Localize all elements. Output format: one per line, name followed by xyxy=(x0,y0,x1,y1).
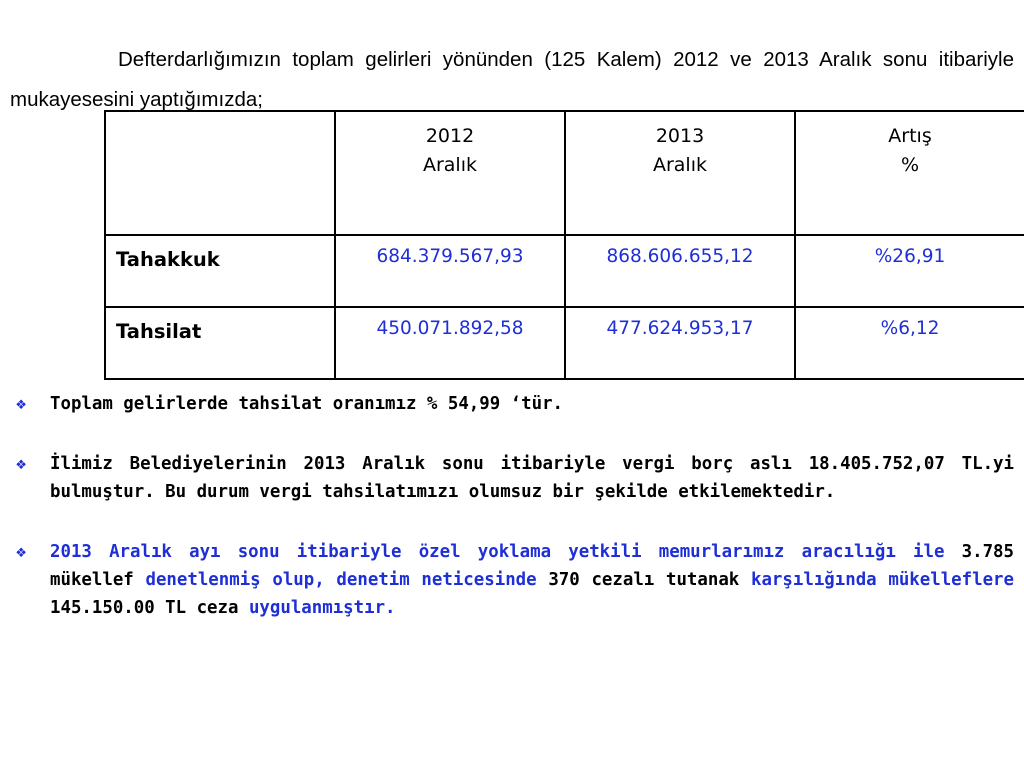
cell-tahsilat-2013: 477.624.953,17 xyxy=(565,307,795,379)
header-2012-month: Aralık xyxy=(422,154,477,176)
list-item xyxy=(16,390,1014,418)
intro-paragraph xyxy=(10,40,1014,120)
cell-tahsilat-2012: 450.071.892,58 xyxy=(335,307,565,379)
row-label-tahsilat: Tahsilat xyxy=(105,307,335,379)
diamond-bullet-icon: ❖ xyxy=(16,454,27,474)
header-2013 xyxy=(565,111,795,235)
header-2012 xyxy=(335,111,565,235)
header-2013-year: 2013 xyxy=(655,125,705,147)
row-label-tahakkuk: Tahakkuk xyxy=(105,235,335,307)
cell-tahakkuk-2012: 684.379.567,93 xyxy=(335,235,565,307)
cell-tahakkuk-2013: 868.606.655,12 xyxy=(565,235,795,307)
header-change xyxy=(795,111,1024,235)
revenue-table xyxy=(104,110,1024,380)
cell-tahsilat-change: %6,12 xyxy=(795,307,1024,379)
header-2012-year: 2012 xyxy=(425,125,475,147)
bullet-inspection: 2013 Aralık ayı sonu itibariyle özel yoklama yetkili memurlarımız aracılığı ile 3.785 mükellef denetlenmiş olup, denetim neticesinde 370 cezalı tutanak karşılığında mükelleflere 145.150.00 TL ceza uygulanmıştır. xyxy=(50,542,1014,618)
table-row xyxy=(105,235,1024,307)
diamond-bullet-icon: ❖ xyxy=(16,542,27,562)
cell-tahakkuk-change: %26,91 xyxy=(795,235,1024,307)
bullet-list xyxy=(16,390,1014,654)
table-header-row xyxy=(105,111,1024,235)
list-item xyxy=(16,538,1014,622)
bullet-municipal-debt: İlimiz Belediyelerinin 2013 Aralık sonu itibariyle vergi borç aslı 18.405.752,07 TL.yi bulmuştur. Bu durum vergi tahsilatımızı olumsuz bir şekilde etkilemektedir. xyxy=(50,454,1014,502)
header-empty-cell xyxy=(105,111,335,235)
bullet-collection-rate: Toplam gelirlerde tahsilat oranımız % 54,99 ‘tür. xyxy=(50,394,564,414)
header-change-unit: % xyxy=(900,154,920,176)
diamond-bullet-icon: ❖ xyxy=(16,394,27,414)
header-2013-month: Aralık xyxy=(652,154,707,176)
list-item xyxy=(16,450,1014,506)
intro-text: Defterdarlığımızın toplam gelirleri yönünden (125 Kalem) 2012 ve 2013 Aralık sonu itibariyle mukayesesini yaptığımızda; xyxy=(10,48,1014,111)
header-change-label: Artış xyxy=(888,125,932,147)
table-row xyxy=(105,307,1024,379)
